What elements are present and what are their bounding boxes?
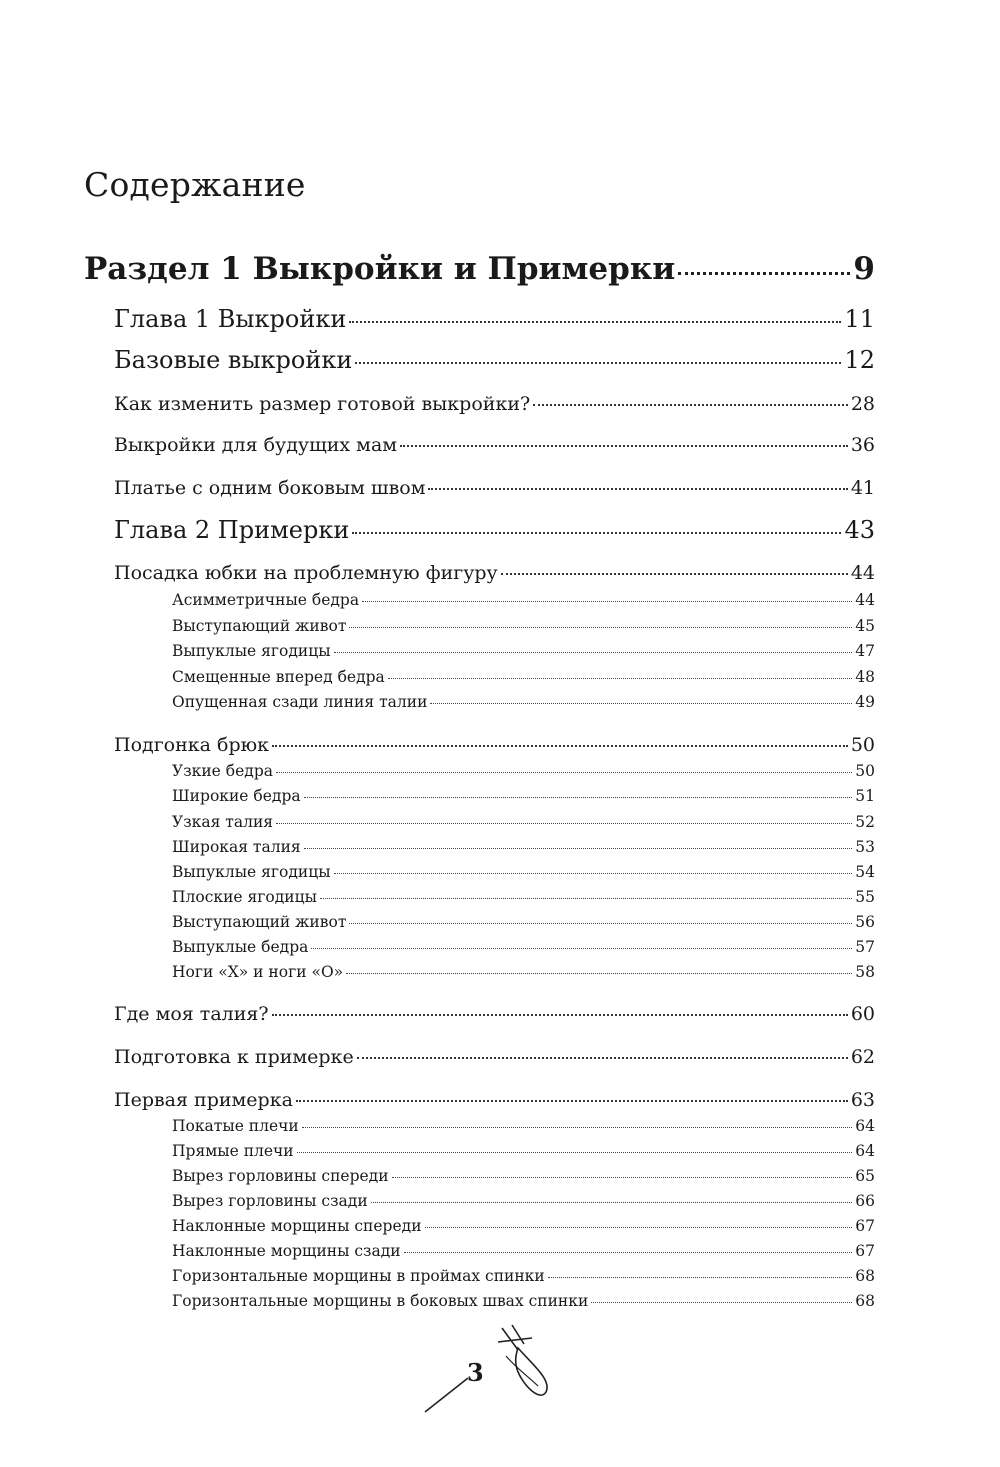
dot-leader [302,1127,853,1128]
toc-entry-page: 68 [855,1292,875,1310]
dot-leader [297,1152,853,1153]
dot-leader [272,745,848,747]
toc-entry-title: Вырез горловины сзади [172,1192,368,1210]
toc-entry [114,1003,875,1025]
toc-entry-page: 12 [844,346,875,374]
toc-entry-title: Выкройки для будущих мам [114,434,398,456]
toc-entry-page: 55 [855,888,875,906]
toc-entry-page: 43 [844,516,875,544]
dot-leader [404,1252,853,1253]
toc-entry-title: Выпуклые бедра [172,938,309,956]
dot-leader [362,601,852,602]
toc-entry-page: 52 [855,813,875,831]
dot-leader [296,1100,848,1102]
toc-entry-page: 65 [855,1167,875,1185]
toc-entry [172,1167,875,1185]
toc-entry [172,617,875,635]
dot-leader [392,1177,853,1178]
toc-entry-page: 50 [850,734,875,756]
toc-entry-title: Выступающий живот [172,913,347,931]
toc-entry [172,642,875,660]
dot-leader [334,652,853,653]
page-title: Содержание [84,165,306,204]
toc-entry [114,1089,875,1111]
toc-entry [172,787,875,805]
page-number: 3 [467,1358,484,1387]
dot-leader [425,1227,853,1228]
toc-entry-title: Выпуклые ягодицы [172,863,331,881]
toc-entry-page: 45 [855,617,875,635]
dot-leader [349,627,852,628]
dot-leader [304,848,853,849]
toc-entry-page: 68 [855,1267,875,1285]
toc-entry-title: Узкая талия [172,813,274,831]
toc-entry-page: 48 [855,668,875,686]
toc-entry-title: Горизонтальные морщины в проймах спинки [172,1267,545,1285]
dot-leader [352,532,841,534]
dot-leader [357,1057,848,1059]
toc-entry-title: Широкие бедра [172,787,301,805]
toc-entry [172,813,875,831]
toc-entry-page: 67 [855,1217,875,1235]
toc-entry [172,1217,875,1235]
toc-entry [172,913,875,931]
dot-leader [272,1014,848,1016]
toc-entry [172,591,875,609]
toc-entry-page: 41 [850,477,875,499]
dot-leader [334,873,853,874]
toc-entry [114,477,875,499]
toc-entry [172,693,875,711]
toc-entry-title: Глава 1 Выкройки [114,305,347,333]
toc-entry [114,393,875,415]
toc-entry-page: 53 [855,838,875,856]
toc-entry-page: 63 [850,1089,875,1111]
scissors-ornament-icon [420,1320,560,1420]
toc-entry-title: Асимметричные бедра [172,591,360,609]
toc-entry-title: Первая примерка [114,1089,293,1111]
toc-entry-title: Наклонные морщины спереди [172,1217,422,1235]
toc-entry-page: 58 [855,963,875,981]
toc-entry-title: Выступающий живот [172,617,347,635]
toc-entry-title: Горизонтальные морщины в боковых швах спинки [172,1292,589,1310]
toc-entry [172,1192,875,1210]
toc-entry-title: Платье с одним боковым швом [114,477,426,499]
toc-entry [172,888,875,906]
toc-entry [172,668,875,686]
toc-entry [172,762,875,780]
toc-entry-page: 28 [850,393,875,415]
toc-entry [172,938,875,956]
toc-entry-page: 66 [855,1192,875,1210]
toc-entry [114,516,875,544]
toc-entry-title: Ноги «Х» и ноги «О» [172,963,344,981]
toc-entry-title: Узкие бедра [172,762,273,780]
dot-leader [428,488,847,490]
toc-entry [84,251,875,287]
toc-entry-title: Базовые выкройки [114,346,353,374]
toc-entry [114,1046,875,1068]
toc-entry-title: Прямые плечи [172,1142,294,1160]
dot-leader [430,703,852,704]
toc-entry-title: Как изменить размер готовой выкройки? [114,393,531,415]
toc-entry-page: 9 [853,251,875,287]
toc-entry [114,562,875,584]
toc-entry [114,346,875,374]
toc-entry-page: 54 [855,863,875,881]
dot-leader [371,1202,853,1203]
toc-entry [172,1267,875,1285]
toc-entry-page: 44 [850,562,875,584]
toc-entry-title: Посадка юбки на проблемную фигуру [114,562,498,584]
toc-entry-title: Плоские ягодицы [172,888,317,906]
toc-entry [172,1242,875,1260]
toc-entry-title: Смещенные вперед бедра [172,668,385,686]
toc-entry [172,863,875,881]
toc-entry [114,434,875,456]
dot-leader [400,445,848,447]
dot-leader [311,948,852,949]
dot-leader [355,362,841,364]
toc-entry-page: 64 [855,1142,875,1160]
toc-entry-page: 44 [855,591,875,609]
toc-entry-page: 60 [850,1003,875,1025]
toc-entry-title: Опущенная сзади линия талии [172,693,428,711]
toc-entry [172,838,875,856]
toc-entry-page: 47 [855,642,875,660]
dot-leader [388,678,852,679]
toc-entry-page: 64 [855,1117,875,1135]
toc-entry-title: Глава 2 Примерки [114,516,350,544]
dot-leader [591,1302,852,1303]
dot-leader [346,973,852,974]
toc-entry-page: 57 [855,938,875,956]
toc-entry-page: 51 [855,787,875,805]
toc-entry [172,1292,875,1310]
toc-entry-title: Наклонные морщины сзади [172,1242,401,1260]
toc-entry [114,305,875,333]
toc-entry-title: Покатые плечи [172,1117,299,1135]
dot-leader [349,321,841,323]
toc-entry-title: Раздел 1 Выкройки и Примерки [84,251,676,287]
toc-entry-page: 56 [855,913,875,931]
dot-leader [276,823,852,824]
toc-entry-page: 62 [850,1046,875,1068]
toc-entry-title: Широкая талия [172,838,301,856]
toc-entry-page: 36 [850,434,875,456]
toc-entry [172,1117,875,1135]
toc-entry [114,734,875,756]
dot-leader [304,797,853,798]
toc-entry-title: Выпуклые ягодицы [172,642,331,660]
toc-entry-page: 67 [855,1242,875,1260]
toc-entry-title: Где моя талия? [114,1003,269,1025]
toc-entry-title: Вырез горловины спереди [172,1167,389,1185]
dot-leader [501,573,848,575]
toc-entry-page: 50 [855,762,875,780]
dot-leader [533,404,848,406]
toc-entry [172,1142,875,1160]
toc-entry-title: Подгонка брюк [114,734,270,756]
dot-leader [276,772,852,773]
dot-leader [349,923,852,924]
dot-leader [548,1277,853,1278]
toc-entry-title: Подготовка к примерке [114,1046,354,1068]
dot-leader [678,272,850,275]
toc-entry-page: 11 [844,305,875,333]
toc-entry-page: 49 [855,693,875,711]
dot-leader [320,898,852,899]
toc-entry [172,963,875,981]
